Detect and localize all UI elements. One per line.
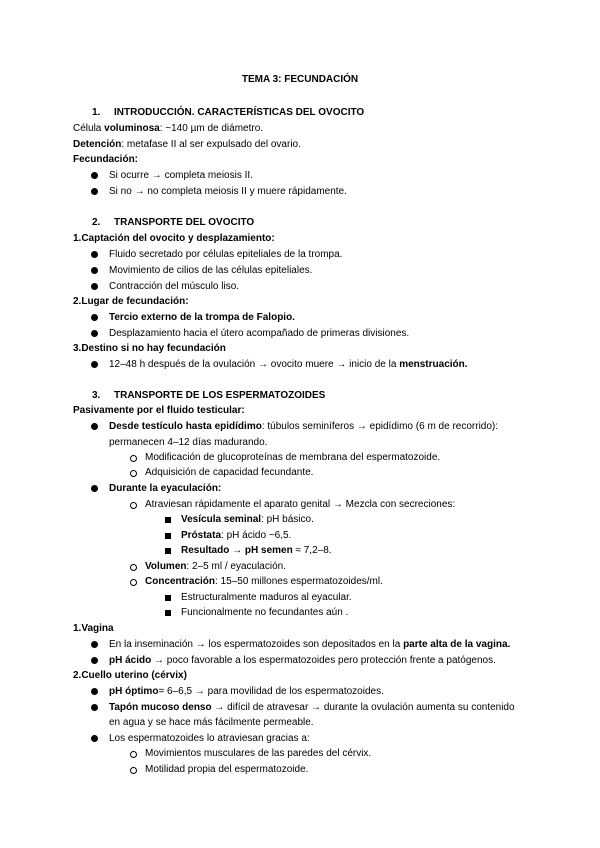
- text: Célula: [73, 123, 105, 134]
- text: → poco favorable a los espermatozoides pero protección frente a patógenos.: [151, 655, 496, 666]
- list-item: [109, 685, 384, 698]
- subheading: 1.Vagina: [73, 623, 114, 634]
- bold-text: Volumen: [145, 561, 187, 572]
- list-item: Adquisición de capacidad fecundante.: [145, 467, 314, 478]
- list-item: [181, 544, 332, 557]
- bullet-square-icon: [165, 548, 171, 554]
- paragraph-label: Fecundación:: [73, 154, 139, 165]
- bullet-dot-icon: [91, 423, 98, 430]
- bold-text: menstruación.: [399, 359, 468, 370]
- list-item: Atraviesan rápidamente el aparato genital → Mezcla con secreciones:: [145, 499, 456, 510]
- bold-text: Próstata: [181, 530, 222, 541]
- text: : 2–5 ml / eyaculación.: [186, 561, 286, 572]
- bullet-dot-icon: [91, 641, 98, 648]
- section-2-heading: [92, 216, 254, 229]
- text: = 6–6,5 → para movilidad de los espermatozoides.: [158, 686, 384, 697]
- list-item: Los espermatozoides lo atraviesan gracias a:: [109, 733, 310, 744]
- bullet-circle-icon: [130, 579, 137, 586]
- bullet-square-icon: [165, 517, 171, 523]
- bold-text: Detención: [73, 139, 122, 150]
- bold-text: pH ácido: [109, 655, 152, 666]
- text: ≈ 7,2–8.: [292, 545, 332, 556]
- subheading: 1.Captación del ovocito y desplazamiento:: [73, 233, 275, 244]
- list-item: Tercio externo de la trompa de Falopio.: [109, 312, 295, 323]
- bullet-circle-icon: [130, 470, 137, 477]
- bullet-circle-icon: [130, 502, 137, 509]
- list-item: Contracción del músculo liso.: [109, 281, 240, 292]
- list-item: Durante la eyaculación:: [109, 483, 222, 494]
- bullet-dot-icon: [91, 251, 98, 258]
- list-item: Movimientos musculares de las paredes del cérvix.: [145, 748, 372, 759]
- text: : túbulos seminíferos → epidídimo (6 m de recorrido):: [261, 421, 499, 432]
- list-item: [109, 701, 515, 714]
- text: 12–48 h después de la ovulación → ovocito muere → inicio de la: [109, 359, 400, 370]
- bullet-square-icon: [165, 610, 171, 616]
- list-item: [109, 654, 496, 667]
- bullet-dot-icon: [91, 735, 98, 742]
- list-item: [181, 513, 314, 526]
- bullet-dot-icon: [91, 172, 98, 179]
- bold-text: pH óptimo: [109, 686, 159, 697]
- section-number: 1.: [92, 107, 101, 118]
- section-number: 3.: [92, 390, 101, 401]
- subheading: 2.Lugar de fecundación:: [73, 296, 189, 307]
- bullet-square-icon: [165, 595, 171, 601]
- text: En la inseminación → los espermatozoides son depositados en la: [109, 639, 404, 650]
- list-item-continuation: en agua y se hace más fácilmente permeable.: [109, 717, 314, 728]
- bullet-dot-icon: [91, 485, 98, 492]
- section-3-heading: [92, 389, 325, 402]
- list-item: [109, 420, 498, 433]
- bullet-dot-icon: [91, 314, 98, 321]
- list-item: Motilidad propia del espermatozoide.: [145, 764, 309, 775]
- list-item: [145, 575, 383, 588]
- paragraph-line: [73, 122, 263, 135]
- bullet-dot-icon: [91, 704, 98, 711]
- bold-text: Resultado → pH semen: [181, 545, 293, 556]
- list-item: Movimiento de cilios de las células epiteliales.: [109, 265, 313, 276]
- subheading: Pasivamente por el fluido testicular:: [73, 405, 245, 416]
- list-item: Estructuralmente maduros al eyacular.: [181, 592, 352, 603]
- bullet-dot-icon: [91, 330, 98, 337]
- bold-text: voluminosa: [104, 123, 160, 134]
- bullet-circle-icon: [130, 455, 137, 462]
- bullet-dot-icon: [91, 688, 98, 695]
- section-title: INTRODUCCIÓN. CARACTERÍSTICAS DEL OVOCITO: [114, 107, 365, 118]
- subheading: 3.Destino si no hay fecundación: [73, 343, 226, 354]
- paragraph-line: [73, 138, 301, 151]
- bullet-square-icon: [165, 533, 171, 539]
- bullet-circle-icon: [130, 767, 137, 774]
- bullet-dot-icon: [91, 283, 98, 290]
- list-item: Si no → no completa meiosis II y muere rápidamente.: [109, 186, 347, 197]
- list-item: [181, 529, 291, 542]
- text: → difícil de atravesar → durante la ovulación aumenta su contenido: [211, 702, 515, 713]
- list-item: [109, 358, 468, 371]
- bullet-dot-icon: [91, 267, 98, 274]
- text: : metafase II al ser expulsado del ovario.: [121, 139, 301, 150]
- bold-text: Concentración: [145, 576, 216, 587]
- list-item: [109, 638, 510, 651]
- bold-text: Tapón mucoso denso: [109, 702, 212, 713]
- list-item: Funcionalmente no fecundantes aún .: [181, 607, 349, 618]
- bold-text: Desde testículo hasta epidídimo: [109, 421, 262, 432]
- section-number: 2.: [92, 217, 101, 228]
- section-title: TRANSPORTE DEL OVOCITO: [114, 217, 255, 228]
- bullet-circle-icon: [130, 564, 137, 571]
- subheading: 2.Cuello uterino (cérvix): [73, 670, 187, 681]
- list-item: Si ocurre → completa meiosis II.: [109, 170, 253, 181]
- section-title: TRANSPORTE DE LOS ESPERMATOZOIDES: [114, 390, 326, 401]
- bullet-dot-icon: [91, 657, 98, 664]
- bold-text: Vesícula seminal: [181, 514, 262, 525]
- text: : 15–50 millones espermatozoides/ml.: [215, 576, 383, 587]
- text: : pH ácido ~6,5.: [221, 530, 292, 541]
- list-item: Modificación de glucoproteínas de membrana del espermatozoide.: [145, 452, 441, 463]
- bullet-dot-icon: [91, 188, 98, 195]
- bold-text: parte alta de la vagina.: [403, 639, 511, 650]
- bullet-dot-icon: [91, 361, 98, 368]
- list-item: Fluido secretado por células epiteliales de la trompa.: [109, 249, 343, 260]
- bullet-circle-icon: [130, 751, 137, 758]
- document-title: TEMA 3: FECUNDACIÓN: [241, 74, 359, 85]
- list-item-continuation: permanecen 4–12 días madurando.: [109, 437, 268, 448]
- text: : ~140 µm de diámetro.: [159, 123, 264, 134]
- text: : pH básico.: [261, 514, 314, 525]
- list-item: [145, 560, 286, 573]
- section-1-heading: [92, 106, 364, 119]
- list-item: Desplazamiento hacia el útero acompañado de primeras divisiones.: [109, 328, 410, 339]
